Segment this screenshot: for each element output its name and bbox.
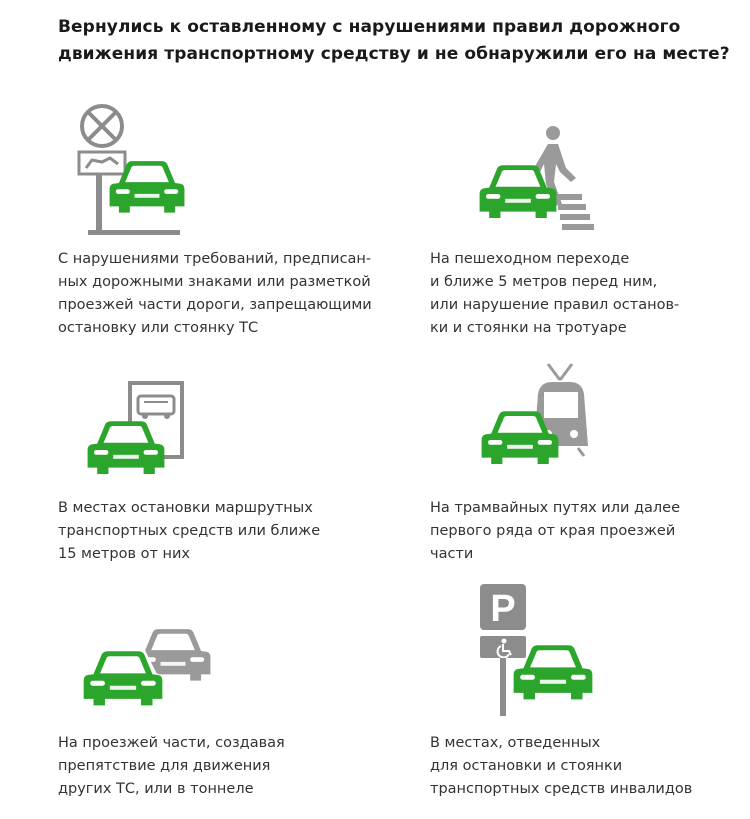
caption-line: транспортных средств или ближе bbox=[58, 523, 321, 539]
caption-no-stopping bbox=[58, 248, 372, 340]
caption-line: проезжей части дороги, запрещающими bbox=[58, 297, 372, 313]
no-stopping-sign-car-icon bbox=[74, 100, 194, 240]
caption-blocking-traffic bbox=[58, 732, 285, 801]
caption-line: ки и стоянки на тротуаре bbox=[430, 320, 627, 336]
bus-stop-car-icon bbox=[86, 380, 196, 490]
caption-line: и ближе 5 метров перед ним, bbox=[430, 274, 658, 290]
caption-line: В местах остановки маршрутных bbox=[58, 500, 313, 516]
blocking-traffic-car-icon bbox=[80, 626, 220, 726]
disabled-parking-car-icon bbox=[476, 582, 616, 722]
caption-line: 15 метров от них bbox=[58, 546, 191, 562]
title-line: движения транспортному средству и не обнаружили его на месте? bbox=[58, 44, 730, 64]
caption-disabled-parking bbox=[430, 732, 692, 801]
caption-line: На трамвайных путях или далее bbox=[430, 500, 681, 516]
caption-tram-tracks bbox=[430, 497, 680, 566]
title-line: Вернулись к оставленному с нарушениями правил дорожного bbox=[58, 17, 681, 37]
svg-text:P: P bbox=[490, 588, 516, 630]
caption-line: На проезжей части, создавая bbox=[58, 735, 285, 751]
caption-line: для остановки и стоянки bbox=[430, 758, 623, 774]
caption-line: части bbox=[430, 546, 474, 562]
caption-line: На пешеходном переходе bbox=[430, 251, 630, 267]
caption-line: препятствие для движения bbox=[58, 758, 271, 774]
caption-line: ных дорожными знаками или разметкой bbox=[58, 274, 371, 290]
tram-tracks-car-icon bbox=[478, 360, 598, 480]
page-title bbox=[58, 14, 728, 68]
caption-line: транспортных средств инвалидов bbox=[430, 781, 693, 797]
caption-line: первого ряда от края проезжей bbox=[430, 523, 676, 539]
caption-line: других ТС, или в тоннеле bbox=[58, 781, 254, 797]
caption-line: С нарушениями требований, предписан- bbox=[58, 251, 372, 267]
pedestrian-crossing-car-icon bbox=[478, 124, 598, 234]
caption-bus-stop bbox=[58, 497, 320, 566]
caption-line: или нарушение правил останов- bbox=[430, 297, 680, 313]
caption-line: остановку или стоянку ТС bbox=[58, 320, 259, 336]
caption-line: В местах, отведенных bbox=[430, 735, 601, 751]
caption-pedestrian-crossing bbox=[430, 248, 679, 340]
